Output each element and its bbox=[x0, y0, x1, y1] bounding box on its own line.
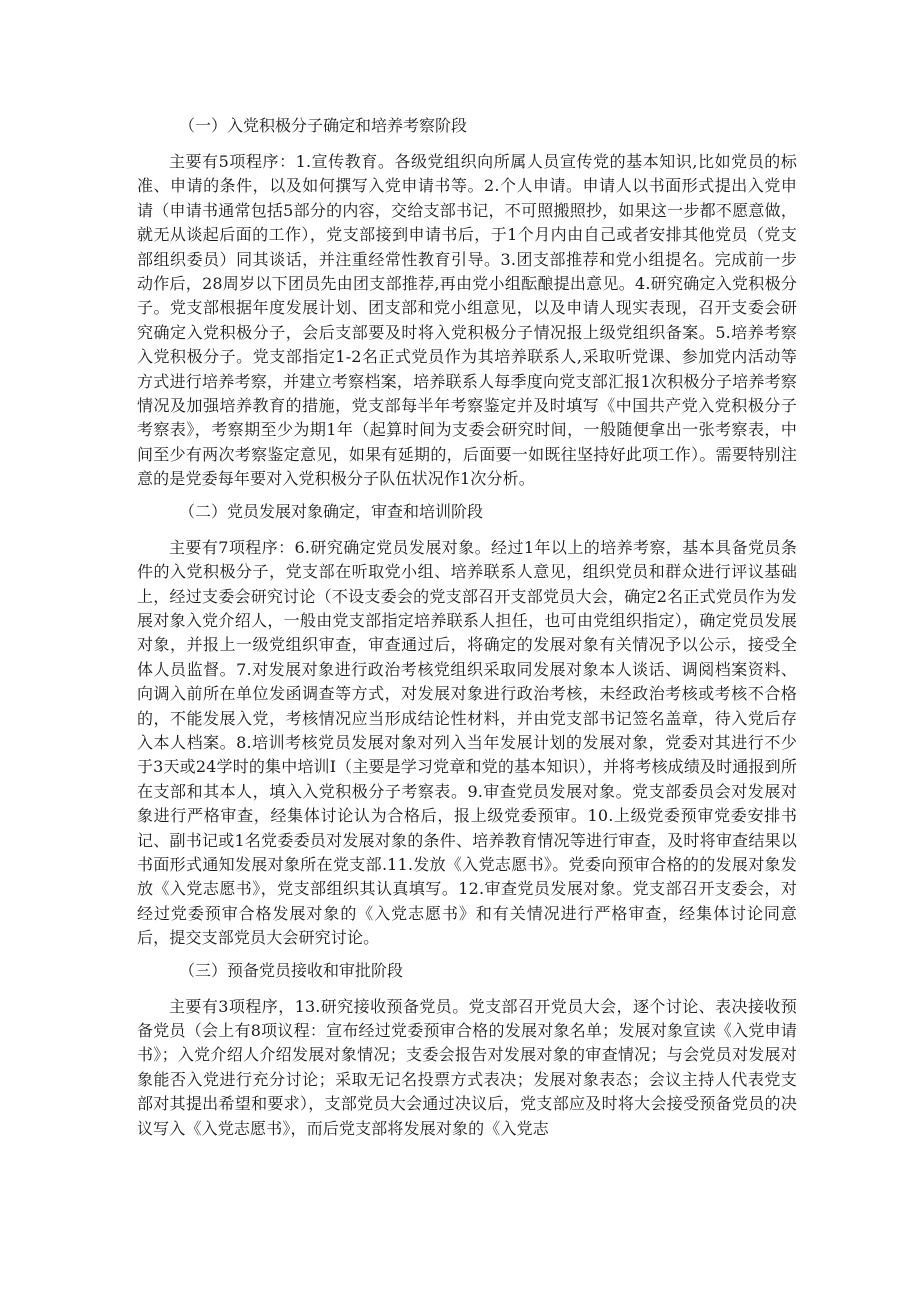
section-3-heading: （三）预备党员接收和审批阶段 bbox=[179, 960, 404, 980]
document-page bbox=[137, 110, 797, 1141]
section-3-paragraph: 主要有3项程序，13.研究接收预备党员。党支部召开党员大会，逐个讨论、表决接收预备党员（会上有8项议程：宣布经过党委预审合格的发展对象名单；发展对象宣读《入党申请书》；入党介绍人介绍发展对象情况；支委会报告对发展对象的审查情况；与会党员对发展对象能否入党进行充分讨论；采取无记名投票方式表决；发展对象表态；会议主持人代表党支部对其提出希望和要求），支部党员大会通过决议后，党支部应及时将大会接受预备党员的决议写入《入党志愿书》，而后党支部将发展对象的《入党志 bbox=[137, 996, 797, 1138]
section-1-paragraph: 主要有5项程序：1.宣传教育。各级党组织向所属人员宣传党的基本知识,比如党员的标准、申请的条件，以及如何撰写入党申请书等。2.个人申请。申请人以书面形式提出入党申请（申请书通常包括5部分的内容，交给支部书记，不可照搬照抄，如果这一步都不愿意做，就无从谈起后面的工作），党支部接到申请书后，于1个月内由自己或者安排其他党员（党支部组织委员）同其谈话，并注重经常性教育引导。3.团支部推荐和党小组提名。完成前一步动作后，28周岁以下团员先由团支部推荐,再由党小组酝酿提出意见。4.研究确定入党积极分子。党支部根据年度发展计划、团支部和党小组意见，以及申请人现实表现，召开支委会研究确定入党积极分子，会后支部要及时将入党积极分子情况报上级党组织备案。5.培养考察入党积极分子。党支部指定1-2名正式党员作为其培养联系人,采取听党课、参加党内活动等方式进行培养考察，并建立考察档案，培养联系人每季度向党支部汇报1次积极分子培养考察情况及加强培养教育的措施，党支部每半年考察鉴定并及时填写《中国共产党入党积极分子考察表》，考察期至少为期1年（起算时间为支委会研究时间，一般随便拿出一张考察表，中间至少有两次考察鉴定意见，如果有延期的，后面要一如既往坚持好此项工作）。需要特别注意的是党委每年要对入党积极分子队伍状况作1次分析。 bbox=[137, 152, 797, 489]
section-1-heading: （一）入党积极分子确定和培养考察阶段 bbox=[179, 116, 468, 135]
section-2-heading: （二）党员发展对象确定，审查和培训阶段 bbox=[179, 501, 484, 521]
section-2-paragraph: 主要有7项程序：6.研究确定党员发展对象。经过1年以上的培养考察，基本具备党员条件的入党积极分子，党支部在听取党小组、培养联系人意见，组织党员和群众进行评议基础上，经过支委会研究讨论（不设支委会的党支部召开支部党员大会，确定2名正式党员作为发展对象入党介绍人，一般由党支部指定培养联系人担任，也可由党组织指定），确定党员发展对象，并报上一级党组织审查，审查通过后，将确定的发展对象有关情况予以公示，接受全体人员监督。7.对发展对象进行政治考核党组织采取同发展对象本人谈话、调阅档案资料、向调入前所在单位发函调查等方式，对发展对象进行政治考核，未经政治考核或考核不合格的，不能发展入党，考核情况应当形成结论性材料，并由党支部书记签名盖章，待入党后存入本人档案。8.培训考核党员发展对象对列入当年发展计划的发展对象，党委对其进行不少于3天或24学时的集中培训Ⅰ（主要是学习党章和党的基本知识），并将考核成绩及时通报到所在支部和其本人，填入入党积极分子考察表。9.审查党员发展对象。党支部委员会对发展对象进行严格审查，经集体讨论认为合格后，报上级党委预审。10.上级党委预审党委安排书记、副书记或1名党委委员对发展对象的条件、培养教育情况等进行审查，及时将审查结果以书面形式通知发展对象所在党支部.11.发放《入党志愿书》。党委向预审合格的的发展对象发放《入党志愿书》，党支部组织其认真填写。12.审查党员发展对象。党支部召开支委会，对经过党委预审合格发展对象的《入党志愿书》和有关情况进行严格审查，经集体讨论同意后，提交支部党员大会研究讨论。 bbox=[137, 537, 797, 948]
